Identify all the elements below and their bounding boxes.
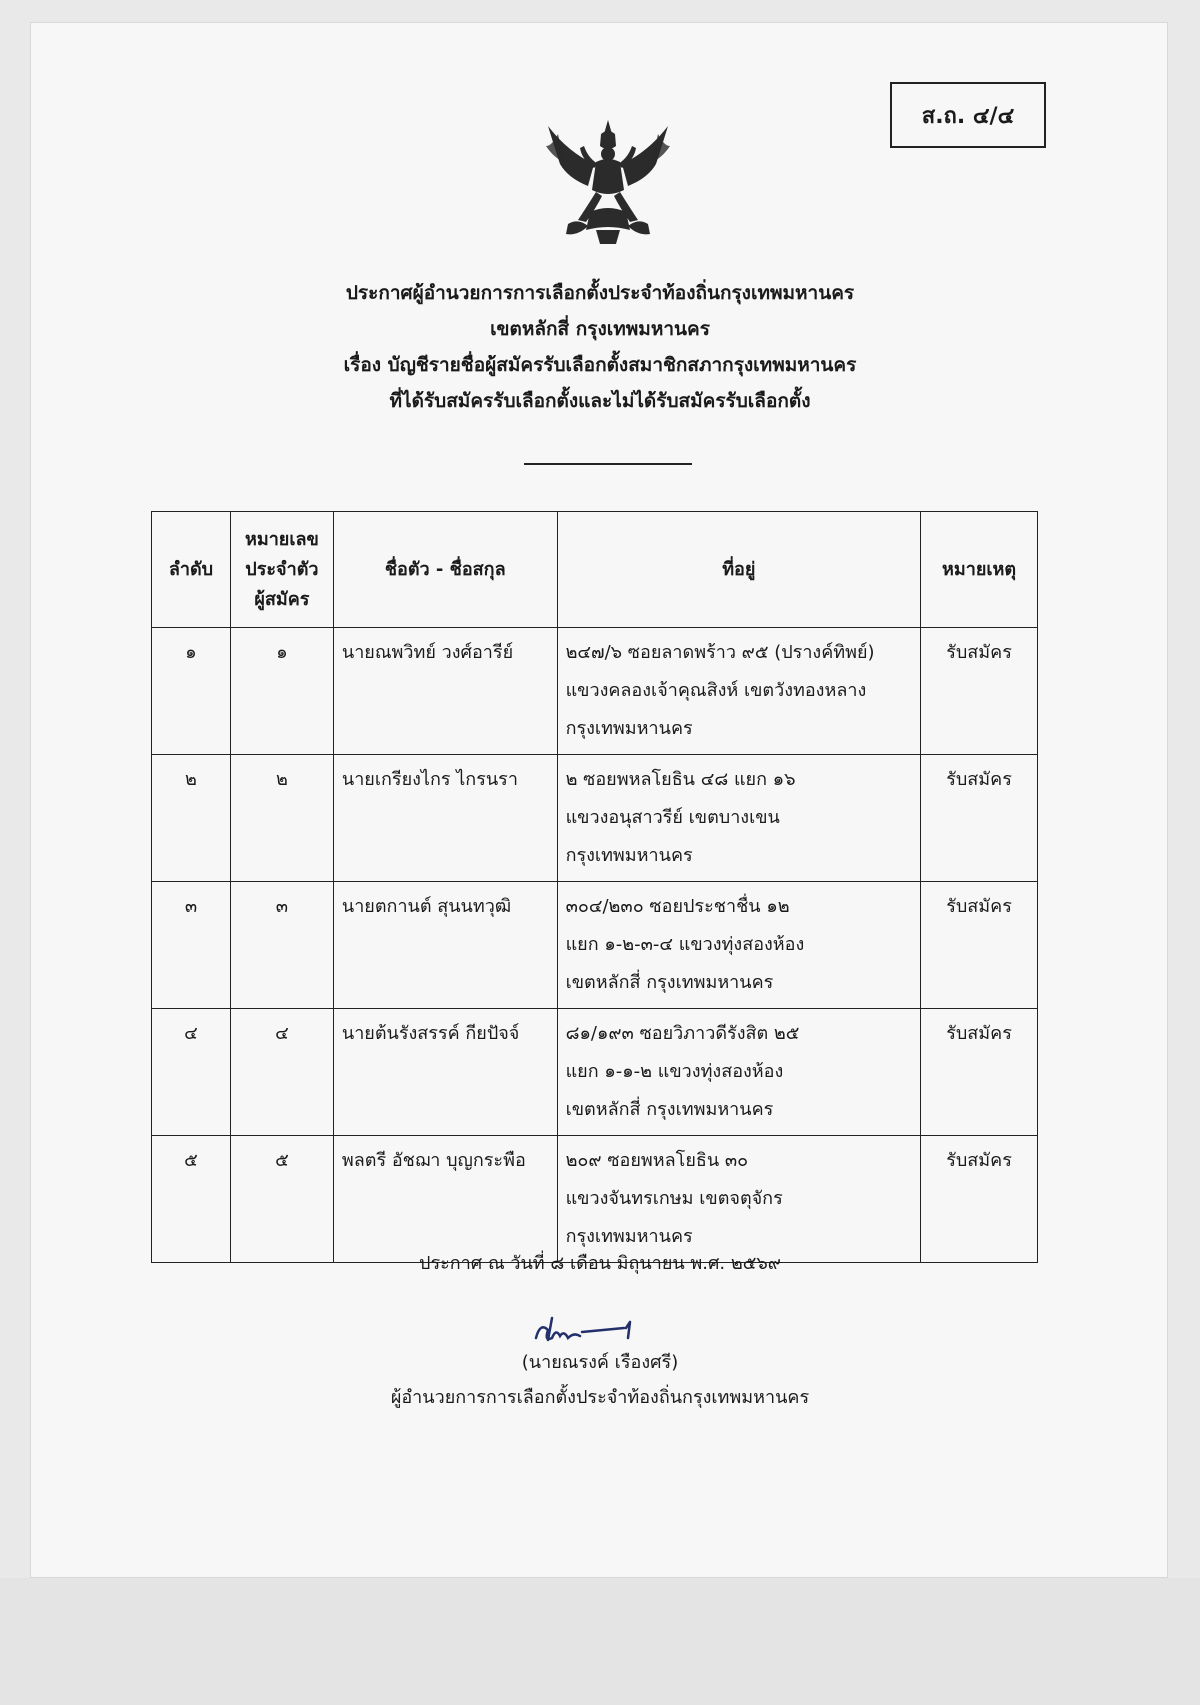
address-line: ๒ ซอยพหลโยธิน ๔๘ แยก ๑๖ xyxy=(565,769,796,790)
cell-name: นายเกรียงไกร ไกรนรา xyxy=(333,755,557,882)
col-header-remark: หมายเหตุ xyxy=(921,512,1038,628)
table-row xyxy=(152,755,1038,882)
cell-order: ๓ xyxy=(152,882,231,1009)
cell-remark: รับสมัคร xyxy=(921,882,1038,1009)
cell-name: พลตรี อัชฌา บุญกระพือ xyxy=(333,1136,557,1263)
candidate-table xyxy=(151,511,1038,1263)
garuda-emblem xyxy=(538,112,678,252)
cell-name: นายต้นรังสรรค์ กียปัจจ์ xyxy=(333,1009,557,1136)
address-line: ๓๐๔/๒๓๐ ซอยประชาชื่น ๑๒ xyxy=(565,896,790,917)
signer-block xyxy=(0,1345,1200,1415)
address-line: แขวงอนุสาวรีย์ เขตบางเขน xyxy=(565,807,780,828)
table-row xyxy=(152,1136,1038,1263)
cell-address xyxy=(557,1009,921,1136)
signer-title: ผู้อำนวยการการเลือกตั้งประจำท้องถิ่นกรุงเทพมหานคร xyxy=(390,1387,810,1408)
address-line: แขวงจันทรเกษม เขตจตุจักร xyxy=(565,1188,783,1209)
table-row xyxy=(152,628,1038,755)
col-header-number xyxy=(230,512,333,628)
header-line-1: ประกาศผู้อำนวยการการเลือกตั้งประจำท้องถิ่นกรุงเทพมหานคร xyxy=(345,282,855,304)
address-line: กรุงเทพมหานคร xyxy=(565,1226,693,1247)
address-line: เขตหลักสี่ กรุงเทพมหานคร xyxy=(565,972,774,993)
col-header-address: ที่อยู่ xyxy=(557,512,921,628)
col-header-number-line-3: ผู้สมัคร xyxy=(254,588,310,610)
address-line: ๒๐๙ ซอยพหลโยธิน ๓๐ xyxy=(565,1150,749,1171)
address-line: แขวงคลองเจ้าคุณสิงห์ เขตวังทองหลาง xyxy=(565,680,867,701)
header-line-4: ที่ได้รับสมัครรับเลือกตั้งและไม่ได้รับสมัครรับเลือกตั้ง xyxy=(389,390,811,412)
address-line: ๘๑/๑๙๓ ซอยวิภาวดีรังสิต ๒๕ xyxy=(565,1023,800,1044)
cell-address xyxy=(557,882,921,1009)
col-header-order: ลำดับ xyxy=(152,512,231,628)
address-line: แยก ๑-๒-๓-๔ แขวงทุ่งสองห้อง xyxy=(565,934,805,955)
cell-order: ๑ xyxy=(152,628,231,755)
col-header-number-line-1: หมายเลข xyxy=(244,528,319,550)
cell-remark: รับสมัคร xyxy=(921,1136,1038,1263)
cell-number: ๑ xyxy=(230,628,333,755)
form-code: ส.ถ. ๔/๔ xyxy=(921,103,1015,129)
cell-name: นายณพวิทย์ วงศ์อารีย์ xyxy=(333,628,557,755)
cell-number: ๕ xyxy=(230,1136,333,1263)
address-line: กรุงเทพมหานคร xyxy=(565,718,693,739)
col-header-name: ชื่อตัว - ชื่อสกุล xyxy=(333,512,557,628)
announcement-date: ประกาศ ณ วันที่ ๘ เดือน มิถุนายน พ.ศ. ๒๕๖๙ xyxy=(419,1253,781,1274)
cell-remark: รับสมัคร xyxy=(921,628,1038,755)
address-line: เขตหลักสี่ กรุงเทพมหานคร xyxy=(565,1099,774,1120)
table-row xyxy=(152,1009,1038,1136)
announcement-header xyxy=(0,275,1200,419)
cell-address xyxy=(557,755,921,882)
form-code-box xyxy=(890,82,1046,148)
cell-remark: รับสมัคร xyxy=(921,755,1038,882)
cell-address xyxy=(557,1136,921,1263)
cell-address xyxy=(557,628,921,755)
address-line: กรุงเทพมหานคร xyxy=(565,845,693,866)
cell-number: ๓ xyxy=(230,882,333,1009)
cell-remark: รับสมัคร xyxy=(921,1009,1038,1136)
header-line-3: เรื่อง บัญชีรายชื่อผู้สมัครรับเลือกตั้งสมาชิกสภากรุงเทพมหานคร xyxy=(343,354,857,376)
cell-number: ๒ xyxy=(230,755,333,882)
cell-order: ๕ xyxy=(152,1136,231,1263)
table-header-row xyxy=(152,512,1038,628)
table-row xyxy=(152,882,1038,1009)
scan-background xyxy=(0,1578,1200,1705)
address-line: แยก ๑-๑-๒ แขวงทุ่งสองห้อง xyxy=(565,1061,784,1082)
cell-order: ๔ xyxy=(152,1009,231,1136)
header-line-2: เขตหลักสี่ กรุงเทพมหานคร xyxy=(490,318,710,340)
header-divider xyxy=(524,463,692,465)
cell-order: ๒ xyxy=(152,755,231,882)
cell-number: ๔ xyxy=(230,1009,333,1136)
cell-name: นายตกานต์ สุนนทวุฒิ xyxy=(333,882,557,1009)
address-line: ๒๔๗/๖ ซอยลาดพร้าว ๙๕ (ปรางค์ทิพย์) xyxy=(565,642,875,663)
signer-name: (นายณรงค์ เรืองศรี) xyxy=(521,1352,679,1373)
col-header-number-line-2: ประจำตัว xyxy=(245,558,319,580)
